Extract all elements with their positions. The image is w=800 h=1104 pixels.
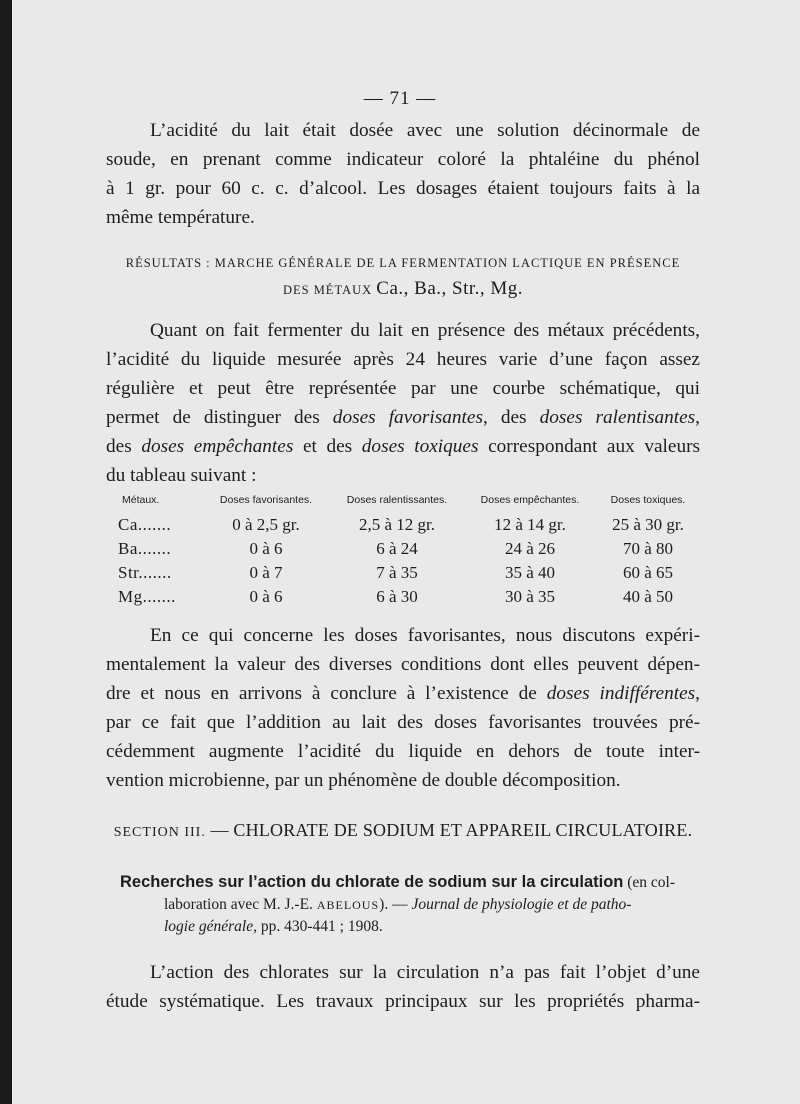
table-cell: Ba....... bbox=[118, 539, 172, 558]
text-line: cédemment augmente l’acidité du liquide en dehors de toute inter- bbox=[106, 741, 700, 762]
reference-line bbox=[120, 871, 700, 894]
heading-metals: Ca., Ba., Str., Mg. bbox=[376, 278, 524, 299]
table-cell: 6 à 30 bbox=[376, 587, 418, 606]
table-cell: 30 à 35 bbox=[504, 587, 556, 606]
text-run: permet de distinguer des bbox=[106, 407, 320, 428]
header-cell: Doses empêchantes. bbox=[480, 494, 580, 506]
heading-line-2 bbox=[106, 276, 700, 303]
header-cell: Doses ralentissantes. bbox=[346, 494, 448, 506]
text-line: l’acidité du liquide mesurée après 24 heures varie d’une façon assez bbox=[106, 349, 700, 370]
reference-title: Recherches sur l’action du chlorate de sodium sur la circulation bbox=[120, 873, 624, 891]
paragraph-chlorates bbox=[106, 958, 700, 1016]
reference-line bbox=[120, 894, 700, 916]
text-line: vention microbienne, par un phénomène de double décomposition. bbox=[106, 770, 621, 791]
table-row bbox=[118, 537, 702, 561]
table-cell: Ca....... bbox=[118, 515, 172, 534]
header-cell: Métaux. bbox=[122, 494, 160, 506]
table-cell: 60 à 65 bbox=[622, 563, 674, 582]
italic-term: doses favorisantes bbox=[332, 407, 483, 428]
bibliographic-reference bbox=[120, 871, 700, 938]
table-cell: 2,5 à 12 gr. bbox=[358, 515, 436, 534]
text-line bbox=[106, 679, 700, 708]
text-run: et des bbox=[302, 436, 353, 457]
heading-prefix: DES MÉTAUX bbox=[282, 283, 373, 297]
text-line: à 1 gr. pour 60 c. c. d’alcool. Les dosages étaient toujours faits à la bbox=[106, 178, 700, 199]
table-cell: 40 à 50 bbox=[622, 587, 674, 606]
reference-pages: , pp. 430-441 ; 1908. bbox=[253, 918, 383, 935]
text-line bbox=[106, 403, 700, 432]
italic-term: doses toxiques bbox=[361, 436, 479, 457]
text-run: , bbox=[695, 407, 700, 428]
page-number: — 71 — bbox=[363, 88, 437, 109]
table-cell: 25 à 30 gr. bbox=[612, 515, 684, 534]
table-cell: 24 à 26 bbox=[504, 539, 556, 558]
reference-line bbox=[120, 916, 700, 938]
table-row bbox=[118, 585, 702, 609]
text-run: des bbox=[106, 436, 132, 457]
paragraph-fermentation bbox=[106, 316, 700, 490]
text-run: laboration avec M. J.-E. bbox=[164, 896, 313, 913]
reference-author: ABELOUS bbox=[316, 898, 380, 912]
reference-journal: logie générale bbox=[164, 918, 254, 935]
text-line: mentalement la valeur des diverses conditions dont elles peuvent dépen- bbox=[106, 654, 700, 675]
heading-line-1: RÉSULTATS : MARCHE GÉNÉRALE DE LA FERMENTATION LACTIQUE EN PRÉSENCE bbox=[125, 256, 681, 270]
table-cell: 70 à 80 bbox=[622, 539, 674, 558]
table-header bbox=[118, 487, 702, 513]
table-cell: 0 à 7 bbox=[249, 563, 283, 582]
section-heading bbox=[106, 820, 700, 841]
text-line: du tableau suivant : bbox=[106, 465, 257, 486]
text-run: correspondant aux valeurs bbox=[488, 436, 701, 457]
text-line: L’action des chlorates sur la circulation n’a pas fait l’objet d’une bbox=[150, 962, 700, 983]
text-line: étude systématique. Les travaux principaux sur les propriétés pharma- bbox=[106, 991, 700, 1012]
paragraph-acidity-method bbox=[106, 116, 700, 232]
table-cell: Mg....... bbox=[118, 587, 176, 606]
table-cell: 0 à 2,5 gr. bbox=[232, 515, 300, 534]
text-run: , bbox=[695, 683, 700, 704]
text-line: par ce fait que l’addition au lait des doses favorisantes trouvées pré- bbox=[106, 712, 700, 733]
text-line: En ce qui concerne les doses favorisantes, nous discutons expéri- bbox=[150, 625, 700, 646]
table-row bbox=[118, 513, 702, 537]
italic-term: doses ralentisantes bbox=[539, 407, 696, 428]
table-cell: 7 à 35 bbox=[376, 563, 418, 582]
italic-term: doses empêchantes bbox=[141, 436, 294, 457]
text-run: dre et nous en arrivons à conclure à l’existence de bbox=[106, 683, 537, 704]
table-cell: 35 à 40 bbox=[504, 563, 556, 582]
text-run: , des bbox=[482, 407, 527, 428]
text-line: même température. bbox=[106, 207, 255, 228]
table-cell: 12 à 14 gr. bbox=[494, 515, 566, 534]
header-cell: Doses toxiques. bbox=[610, 494, 686, 506]
table-cell: 6 à 24 bbox=[376, 539, 418, 558]
table-row bbox=[118, 561, 702, 585]
italic-term: doses indifférentes bbox=[546, 683, 696, 704]
results-heading bbox=[106, 250, 700, 303]
paragraph-favoring-doses bbox=[106, 621, 700, 795]
text-line: Quant on fait fermenter du lait en présence des métaux précédents, bbox=[150, 320, 700, 341]
text-run: (en col- bbox=[627, 874, 676, 891]
table-cell: 0 à 6 bbox=[249, 539, 283, 558]
header-cell: Doses favorisantes. bbox=[219, 494, 313, 506]
reference-journal: Journal de physiologie et de patho- bbox=[411, 896, 632, 913]
doses-table bbox=[118, 487, 702, 609]
text-line: soude, en prenant comme indicateur coloré la phtaléine du phénol bbox=[106, 149, 700, 170]
section-label: SECTION III. bbox=[113, 825, 206, 840]
text-line: L’acidité du lait était dosée avec une solution décinormale de bbox=[150, 120, 700, 141]
table-cell: Str....... bbox=[118, 563, 172, 582]
text-line: régulière et peut être représentée par une courbe schématique, qui bbox=[106, 378, 700, 399]
text-line bbox=[106, 432, 700, 461]
table-cell: 0 à 6 bbox=[249, 587, 283, 606]
text-run: ). — bbox=[379, 896, 408, 913]
section-title: — CHLORATE DE SODIUM ET APPAREIL CIRCULATOIRE. bbox=[210, 820, 693, 840]
